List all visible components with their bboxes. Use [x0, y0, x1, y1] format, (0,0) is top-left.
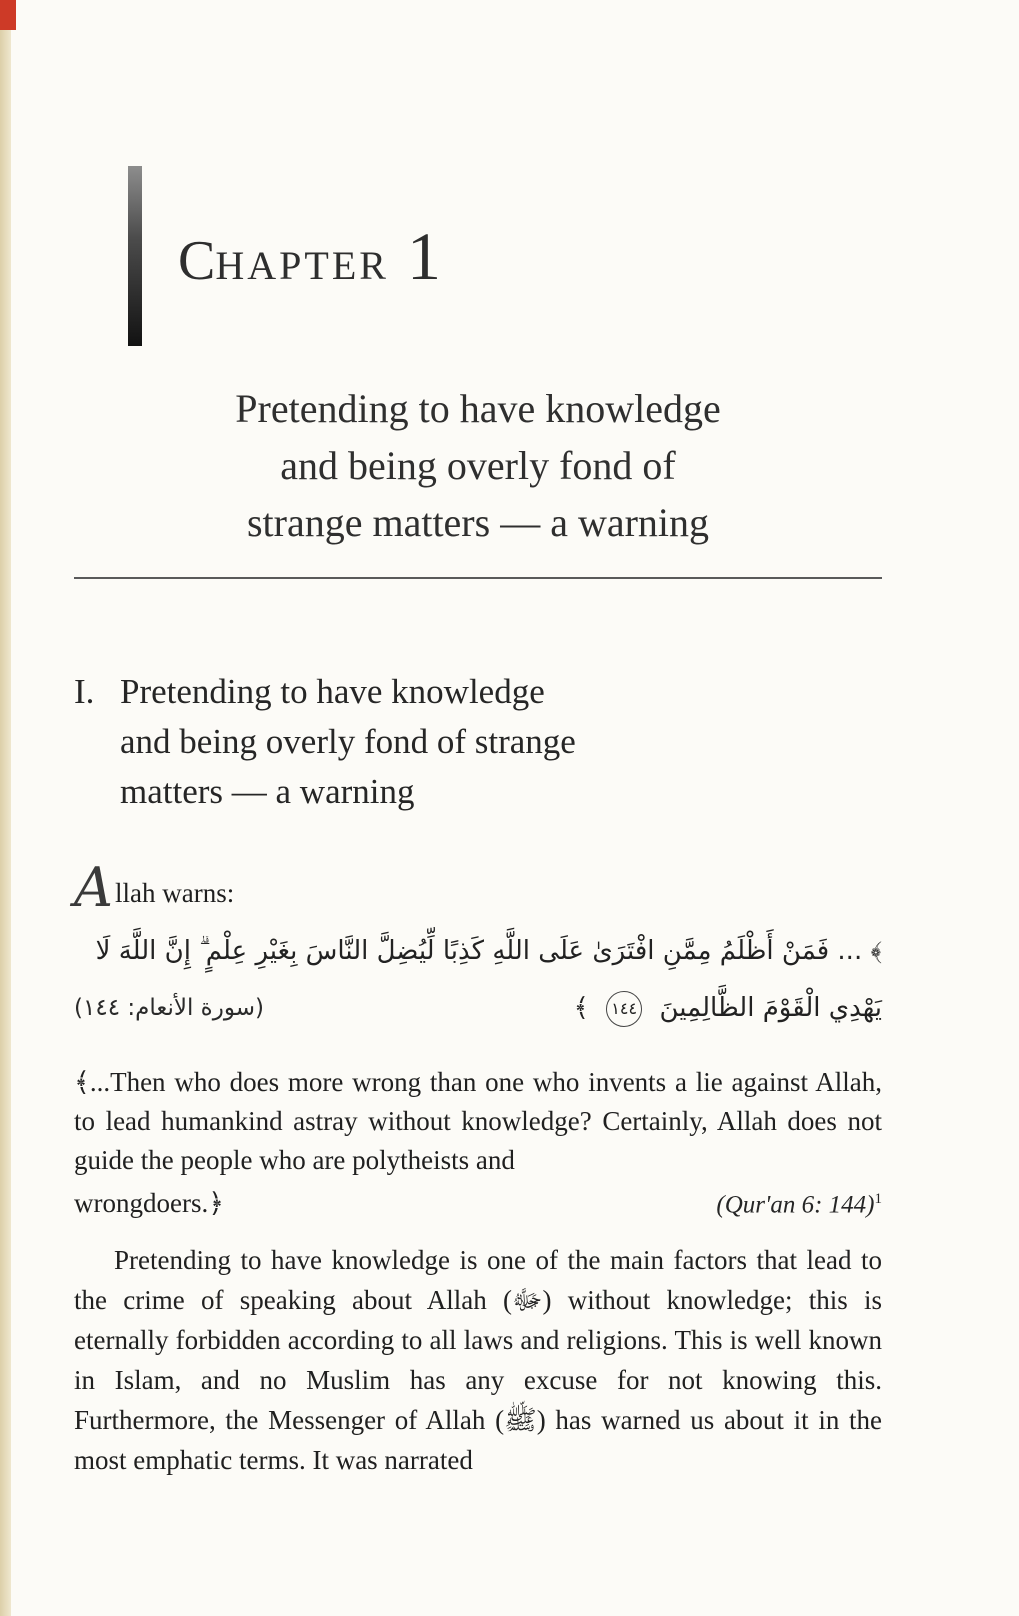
calligraphic-initial: A — [74, 856, 113, 919]
section-heading-line-2: and being overly fond of strange — [120, 722, 576, 761]
arabic-verse-continuation: يَهْدِي الْقَوْمَ الظَّالِمِينَ — [659, 993, 882, 1023]
quran-citation-text: (Qur'an 6: 144) — [716, 1191, 875, 1219]
arabic-verse-block — [74, 925, 882, 1037]
translation-paragraph: ﴾...Then who does more wrong than one who invents a lie against Allah, to lead humankind astray without knowledge? Certainly, Allah does not guide the people who are polytheists and — [74, 1067, 882, 1175]
intro-text: llah warns: — [115, 878, 235, 908]
chapter-title-line-2: and being overly fond of — [280, 443, 676, 488]
section-heading-line-3: matters — a warning — [120, 772, 415, 811]
chapter-vertical-bar — [128, 166, 142, 346]
page-content — [74, 0, 882, 1480]
section-heading — [74, 667, 882, 817]
body-paragraph: Pretending to have knowledge is one of the main factors that lead to the crime of speaking about Allah (ﷻ) without knowledge; this is eternally forbidden according to all laws and religions. This is well known in Islam, and no Muslim has any excuse for not knowing this. Furthermore, the Messenger of Allah (ﷺ) has warned us about it in the most emphatic terms. It was narrated — [74, 1245, 883, 1476]
chapter-heading — [128, 166, 882, 346]
arabic-verse-line-2 — [74, 979, 882, 1037]
red-corner-mark — [0, 0, 16, 30]
chapter-number: 1 — [406, 217, 441, 294]
chapter-title-line-1: Pretending to have knowledge — [235, 386, 721, 431]
translation-last-words: wrongdoers.﴿ — [74, 1188, 225, 1219]
arabic-verse-line-2-text — [574, 979, 882, 1037]
verse-closing-ornament: ﴾ — [573, 993, 589, 1023]
verse-source-reference: (سورة الأنعام: ١٤٤) — [74, 995, 264, 1021]
chapter-label — [178, 217, 441, 296]
section-heading-line-1: Pretending to have knowledge — [120, 672, 545, 711]
quran-citation — [716, 1180, 882, 1224]
title-divider-rule — [74, 577, 882, 579]
chapter-title — [74, 380, 882, 551]
translation-last-line — [74, 1180, 882, 1224]
section-heading-text — [120, 667, 576, 817]
intro-line — [74, 856, 882, 919]
ayah-number-badge: ١٤٤ — [606, 991, 642, 1027]
page-left-edge-shading — [0, 0, 11, 1616]
section-numeral: I. — [74, 672, 95, 711]
arabic-verse-line-1: ﴾ ... فَمَنْ أَظْلَمُ مِمَّنِ افْتَرَىٰ عَلَى اللَّهِ كَذِبًا لِّيُضِلَّ النَّاسَ بِغَيْرِ عِلْمٍ ۗ إِنَّ اللَّهَ لَا — [95, 936, 882, 966]
chapter-title-line-3: strange matters — a warning — [246, 500, 710, 545]
chapter-word-rest: HAPTER — [215, 242, 389, 288]
chapter-word-initial: C — [178, 229, 216, 292]
footnote-marker: 1 — [874, 1191, 882, 1207]
